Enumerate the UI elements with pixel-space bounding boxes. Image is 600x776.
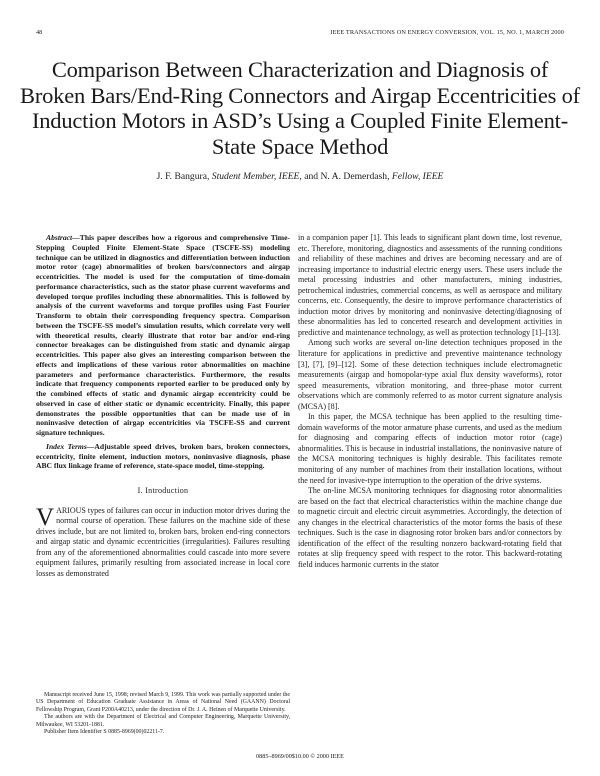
body-paragraph-3: In this paper, the MCSA technique has been applied to the resulting time-domain waveforms of the motor armature phase currents, and used as the medium for diagnosing and comparing effects of induction motor rotor (cage) abnormalities. This is because in industrial installations, the noninvasive nature of the MCSA monitoring techniques is highly desirable. This facilitates remote monitoring of any number of machines from their installation locations, without the need for invasive-type interruption to the operation of the drive systems. — [298, 412, 562, 485]
abstract-text: This paper describes how a rigorous and comprehensive Time-Stepping Coupled Finite Element-State Space (TSCFE-SS) modeling technique can be utilized in diagnostics and differentiation between induction motor rotor (cage) abnormalities of broken bars/connectors and airgap eccentricities. The model is used for the computation of time-domain performance characteristics, such as the stator phase current waveforms and developed torque profiles including these abnormalities. This is followed by analysis of the current waveforms and torque profiles using Fast Fourier Transform to obtain their corresponding frequency spectra. Comparison between the TSCFE-SS model’s simulation results, which correlate very well with theoretical results, clearly illustrate that rotor bar and/or end-ring connector breakages can be distinguished from static and dynamic airgap eccentricities. This paper also gives an interesting comparison between the effects and implications of these various rotor abnormalities on machine parameters and performance characteristics. Furthermore, the results indicate that frequency components reported earlier to be produced only by the combined effects of static and dynamic airgap eccentricity could be observed in case of either static or dynamic eccentricity. Finally, this paper demonstrates the possible opportunities that can be made use of in noninvasive detection of airgap eccentricities via TSCFE-SS and current signature techniques. — [36, 233, 290, 437]
footnote-identifier: Publisher Item Identifier S 0885-8969(00)02211-7. — [44, 729, 165, 736]
author-2-name: and N. A. Demerdash, — [304, 171, 390, 182]
abstract-label: Abstract— — [46, 233, 80, 242]
index-terms-label: Index Terms— — [46, 441, 95, 451]
index-terms — [36, 442, 290, 471]
journal-header: IEEE TRANSACTIONS ON ENERGY CONVERSION, VOL. 15, NO. 1, MARCH 2000 — [330, 29, 564, 36]
author-line — [20, 171, 580, 182]
paper-title: Comparison Between Characterization and Diagnosis of Broken Bars/End-Ring Connectors and Airgap Eccentricities of Induction Motors in ASD’s Using a Coupled Finite Element-State Space Method — [20, 57, 580, 159]
intro-paragraph — [36, 503, 291, 580]
index-terms-text: Adjustable speed drives, broken bars, broken connectors, eccentricity, finite element, induction motors, noninvasive diagnosis, phase ABC flux linkage frame of reference, state-space model, time-stepping. — [36, 441, 290, 471]
author-1-name: J. F. Bangura, — [156, 171, 210, 182]
running-header — [36, 29, 564, 39]
copyright-line: 0885–8969/00$10.00 © 2000 IEEE — [256, 753, 344, 760]
footnote-manuscript: Manuscript received June 15, 1998; revised March 9, 1999. This work was partially supported under the US Department of Education Graduate Assistance in Areas of National Need (GAANN) Doctoral Fellowship Program, Grant P200A40213, under the direction of Dr. J. A. Heinen of Marquette University. — [36, 692, 290, 713]
author-2-role: Fellow, IEEE — [391, 171, 444, 182]
footnotes — [36, 692, 290, 736]
body-paragraph-1: in a companion paper [1]. This leads to significant plant down time, lost revenue, etc. Therefore, monitoring, diagnostics and assessments of the running conditions and reliability of these machines and drives are becoming necessary and are of increasing importance to industrial electric energy users. These users include the metal processing industries and other manufacturers, mining industries, petrochemical industries, commercial concerns, as well as aerospace and military concerns, etc. Consequently, the desire to improve performance characteristics of induction motor drives by monitoring and noninvasive detecting/diagnosing of these abnormalities has led to concerted research and development activities in predictive and maintenance technology, as well as protection technology [1]–[13]. — [298, 233, 562, 337]
body-paragraph-4: The on-line MCSA monitoring techniques for diagnosing rotor abnormalities are based on the fact that electrical characteristics within the machine change due to magnetic circuit and electric circuit asymmetries. Accordingly, the detection of any changes in the electrical characteristics of the motor forms the basis of these techniques. Such is the case in diagnosing rotor broken bars and/or connectors by identification of the effect of the resulting nonzero backward-rotating field that rotates at slip frequency speed with respect to the rotor. This backward-rotating field induces harmonic currents in the stator — [298, 486, 562, 569]
body-paragraph-2: Among such works are several on-line detection techniques proposed in the literature for applications in predictive and preventive maintenance technology [3], [7], [9]–[12]. Some of these detection techniques include electromagnetic measurements (airgap and homopolar-type axial flux density waveforms), rotor speed measurements, vibration monitoring, and three-phase motor current observations which are commonly referred to as motor current signature analysis (MCSA) [8]. — [298, 338, 562, 411]
footnote-affiliation: The authors are with the Department of Electrical and Computer Engineering, Marquette University, Milwaukee, WI 53201-1881. — [36, 714, 290, 728]
drop-cap: V — [36, 503, 55, 531]
right-column — [298, 233, 562, 571]
intro-text: ARIOUS types of failures can occur in induction motor drives during the normal course of operation. These failures on the machine side of these drives include, but are not limited to, broken bars, broken end-ring connectors and airgap static and dynamic eccentricities (irregularities). Failures resulting from any of the aforementioned abnormalities could cascade into more severe equipment failures, primarily resulting from associated increase in local core losses as demonstrated — [36, 505, 291, 578]
page-number: 48 — [36, 29, 43, 36]
abstract — [36, 233, 290, 438]
left-column — [36, 233, 290, 579]
author-1-role: Student Member, IEEE, — [211, 171, 302, 182]
section-heading-introduction: I. Introduction — [137, 486, 189, 495]
